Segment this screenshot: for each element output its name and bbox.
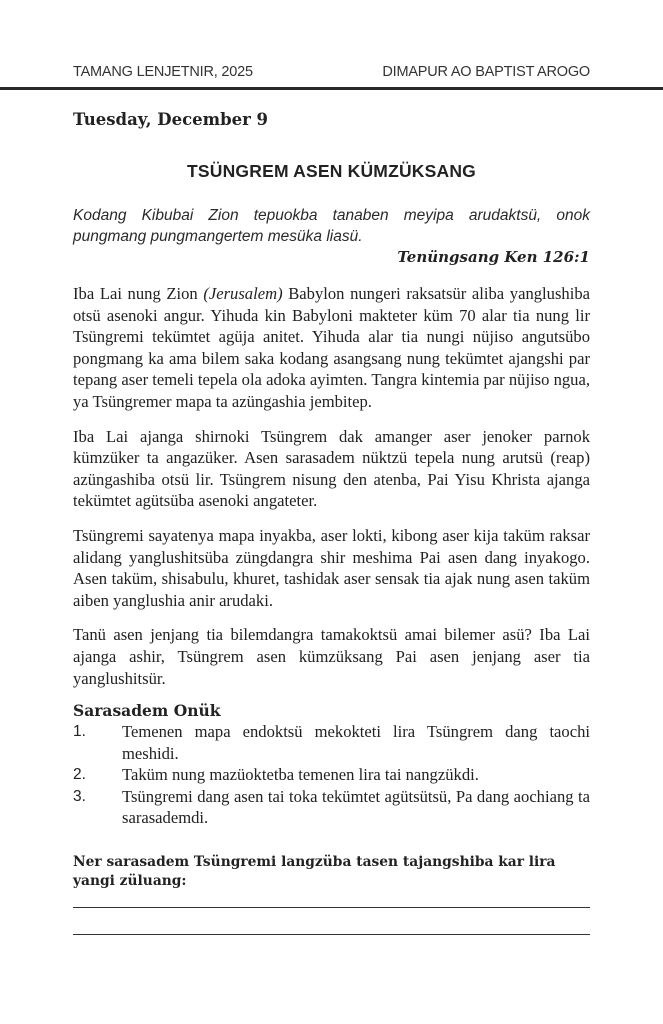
list-item: [73, 764, 590, 786]
paragraph-1-before: Iba Lai nung Zion: [73, 284, 204, 303]
list-item-number: 1.: [73, 723, 86, 741]
writing-line-1[interactable]: [73, 907, 590, 908]
paragraph-3: Tsüngremi sayatenya mapa inyakba, aser lokti, kibong aser kija taküm raksar alidang yanglushitsüba züngdangra shir meshima Pai asen dang inyakogo. Asen taküm, shisabulu, khuret, tashidak aser sensak tia ajak nung asen taküm aiben yanglushia anir arudaki.: [73, 525, 590, 610]
verse-text: Kodang Kibubai Zion tepuokba tanaben meyipa arudaktsü, onok pungmang pungmangertem mesüka liasü.: [73, 207, 590, 245]
prayer-list: [73, 721, 590, 829]
section-heading: Sarasadem Onük: [73, 701, 221, 721]
paragraph-4: Tanü asen jenjang tia bilemdangra tamakoktsü amai bilemer asü? Iba Lai ajanga ashir, Tsüngrem asen kümzüksang Pai asen jenjang aser tia yanglushitsür.: [73, 625, 590, 688]
list-item: [73, 721, 590, 764]
header-rule: [0, 87, 663, 90]
writing-prompt: Ner sarasadem Tsüngremi langzüba tasen tajangshiba kar lira yangi züluang:: [73, 854, 556, 890]
list-item-text: Temenen mapa endoktsü mekokteti lira Tsüngrem dang taochi meshidi.: [122, 722, 590, 763]
date-heading: Tuesday, December 9: [73, 110, 269, 129]
header-left: TAMANG LENJETNIR, 2025: [73, 64, 253, 80]
paragraph-1-after: Babylon nungeri raksatsür aliba yanglushiba otsü asenoki angur. Yihuda kin Babyloni makteter küm 70 alar tia nung lir Tsüngremi tekümtet agüja anitet. Yihuda alar tia nungi nüjiso angutsübo pongmang ka ama bilem saka kodang asangsang nung tekümtet ajangshi par tepang aser temeli tepela ola adoka ayimten. Tangra kintemia par nüjiso ngua, ya Tsüngremer mapa ta azüngashia jembitep.: [73, 284, 590, 411]
list-item-text: Tsüngremi dang asen tai toka tekümtet agütsütsü, Pa dang aochiang ta sarasademdi.: [122, 786, 590, 828]
paragraph-1-italic: (Jerusalem): [203, 284, 283, 303]
list-item-number: 2.: [73, 766, 86, 784]
page-title: TSÜNGREM ASEN KÜMZÜKSANG: [186, 161, 476, 181]
header-right: DIMAPUR AO BAPTIST AROGO: [382, 64, 590, 80]
paragraph-1: [73, 283, 590, 413]
verse-reference: Tenüngsang Ken 126:1: [397, 248, 590, 266]
list-item-text: Taküm nung mazüoktetba temenen lira tai nangzükdi.: [122, 765, 479, 785]
running-header: [73, 64, 590, 80]
writing-line-2[interactable]: [73, 934, 590, 935]
list-item-number: 3.: [73, 787, 86, 805]
paragraph-2: Iba Lai ajanga shirnoki Tsüngrem dak amanger aser jenoker parnok kümzüker ta angazüker. Asen sarasadem nüktzü tepela nung arutsü (reap) azüngashiba otsü lir. Tsüngrem nisung den atenba, Pai Yisu Khrista ajanga tekümtet agütsüba asenoki angateter.: [73, 426, 590, 511]
list-item: [73, 786, 590, 829]
page-content: [73, 110, 590, 935]
